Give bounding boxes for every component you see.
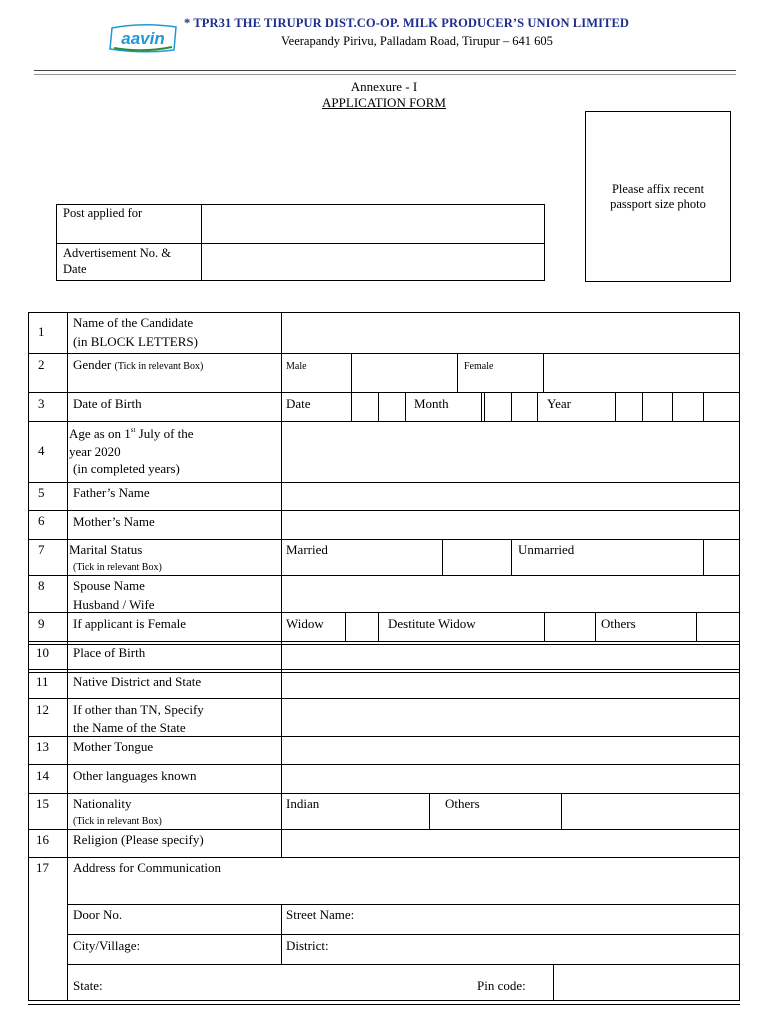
destitute-widow-checkbox[interactable] — [545, 613, 595, 641]
native-district-input[interactable] — [282, 673, 739, 698]
indian-checkbox[interactable] — [430, 794, 561, 829]
languages-input[interactable] — [282, 765, 739, 793]
address-label: Address for Communication — [73, 860, 222, 875]
dob-date-input[interactable] — [352, 393, 405, 421]
row-number: 1 — [38, 324, 45, 339]
row-number: 16 — [36, 832, 49, 847]
birth-place-label: Place of Birth — [73, 645, 146, 660]
row-number: 17 — [36, 860, 49, 875]
mother-name-label: Mother’s Name — [73, 514, 155, 529]
row-number: 9 — [38, 616, 45, 631]
unmarried-label: Unmarried — [518, 542, 575, 557]
row-number: 3 — [38, 396, 45, 411]
father-name-input[interactable] — [282, 483, 739, 510]
gender-female-checkbox[interactable] — [544, 354, 739, 392]
gender-male-label: Male — [286, 361, 307, 372]
native-district-label: Native District and State — [73, 674, 202, 689]
marital-note: (Tick in relevant Box) — [73, 562, 162, 573]
dob-month-input[interactable] — [485, 393, 537, 421]
spouse-sublabel: Husband / Wife — [73, 597, 155, 612]
door-no-label: Door No. — [73, 907, 123, 922]
name-sublabel: (in BLOCK LETTERS) — [73, 334, 198, 349]
widow-checkbox[interactable] — [346, 613, 378, 641]
languages-label: Other languages known — [73, 768, 197, 783]
mother-tongue-label: Mother Tongue — [73, 739, 154, 754]
nationality-others-checkbox[interactable] — [562, 794, 739, 829]
row-number: 6 — [38, 513, 45, 528]
street-name-label: Street Name: — [286, 907, 355, 922]
religion-input[interactable] — [282, 830, 739, 857]
destitute-widow-label: Destitute Widow — [388, 616, 476, 631]
marital-label: Marital Status — [69, 542, 143, 557]
widow-label: Widow — [286, 616, 324, 631]
dob-year-label: Year — [547, 396, 571, 411]
dob-month-label: Month — [414, 396, 449, 411]
married-checkbox[interactable] — [443, 540, 511, 575]
state-label: State: — [73, 978, 103, 993]
gender-male-checkbox[interactable] — [352, 354, 457, 392]
door-no-input[interactable] — [68, 905, 281, 934]
religion-label: Religion (Please specify) — [73, 832, 204, 847]
city-label: City/Village: — [73, 938, 141, 953]
row-number: 4 — [38, 443, 45, 458]
mother-tongue-input[interactable] — [282, 737, 739, 764]
candidate-name-input[interactable] — [282, 313, 739, 353]
mother-name-input[interactable] — [282, 511, 739, 539]
logo-text: aavin — [121, 29, 165, 48]
birth-place-input[interactable] — [282, 645, 739, 669]
city-input[interactable] — [68, 935, 281, 964]
advt-label: Advertisement No. & Date — [63, 246, 171, 276]
name-label: Name of the Candidate — [73, 315, 194, 330]
indian-label: Indian — [286, 796, 320, 811]
gender-label: Gender (Tick in relevant Box) — [73, 357, 204, 372]
form-title: APPLICATION FORM — [322, 95, 446, 110]
nationality-label: Nationality — [73, 796, 132, 811]
address-input[interactable] — [68, 858, 739, 904]
row-number: 2 — [38, 357, 45, 372]
row-number: 11 — [36, 674, 49, 689]
state-input[interactable] — [68, 965, 468, 1000]
row-number: 15 — [36, 796, 49, 811]
other-state-label: If other than TN, Specify — [73, 702, 204, 717]
photo-box[interactable]: Please affix recent passport size photo — [585, 111, 731, 282]
pincode-label: Pin code: — [477, 978, 526, 993]
row-number: 8 — [38, 578, 45, 593]
row-number: 7 — [38, 542, 45, 557]
others-checkbox[interactable] — [697, 613, 739, 641]
dob-year-input[interactable] — [616, 393, 739, 421]
other-state-input[interactable] — [282, 699, 739, 736]
others-label: Others — [601, 616, 636, 631]
post-label: Post applied for — [63, 206, 143, 220]
org-address: Veerapandy Pirivu, Palladam Road, Tirupur – 641 605 — [281, 34, 553, 48]
street-name-input[interactable] — [282, 905, 739, 934]
district-label: District: — [286, 938, 329, 953]
gender-female-label: Female — [464, 361, 494, 372]
nationality-others-label: Others — [445, 796, 480, 811]
other-state-sublabel: the Name of the State — [73, 720, 186, 735]
spouse-name-input[interactable] — [282, 576, 739, 612]
father-name-label: Father’s Name — [73, 485, 150, 500]
annexure-label: Annexure - I — [350, 79, 418, 94]
age-label: Age as on 1st July of the — [69, 426, 194, 441]
dob-date-label: Date — [286, 396, 311, 411]
unmarried-checkbox[interactable] — [704, 540, 739, 575]
age-input[interactable] — [282, 422, 739, 482]
row-number: 13 — [36, 739, 49, 754]
spouse-label: Spouse Name — [73, 578, 145, 593]
row-number: 5 — [38, 485, 45, 500]
row-number: 10 — [36, 645, 49, 660]
married-label: Married — [286, 542, 328, 557]
district-input[interactable] — [282, 935, 739, 964]
age-label-year: year 2020 — [69, 444, 121, 459]
nationality-note: (Tick in relevant Box) — [73, 816, 162, 827]
age-label-note: (in completed years) — [73, 461, 180, 476]
row-number: 14 — [36, 768, 49, 783]
row-number: 12 — [36, 702, 49, 717]
org-name: * TPR31 THE TIRUPUR DIST.CO-OP. MILK PRODUCER’S UNION LIMITED — [184, 16, 630, 30]
dob-label: Date of Birth — [73, 396, 142, 411]
pincode-input[interactable] — [554, 965, 739, 1000]
female-label: If applicant is Female — [73, 616, 186, 631]
